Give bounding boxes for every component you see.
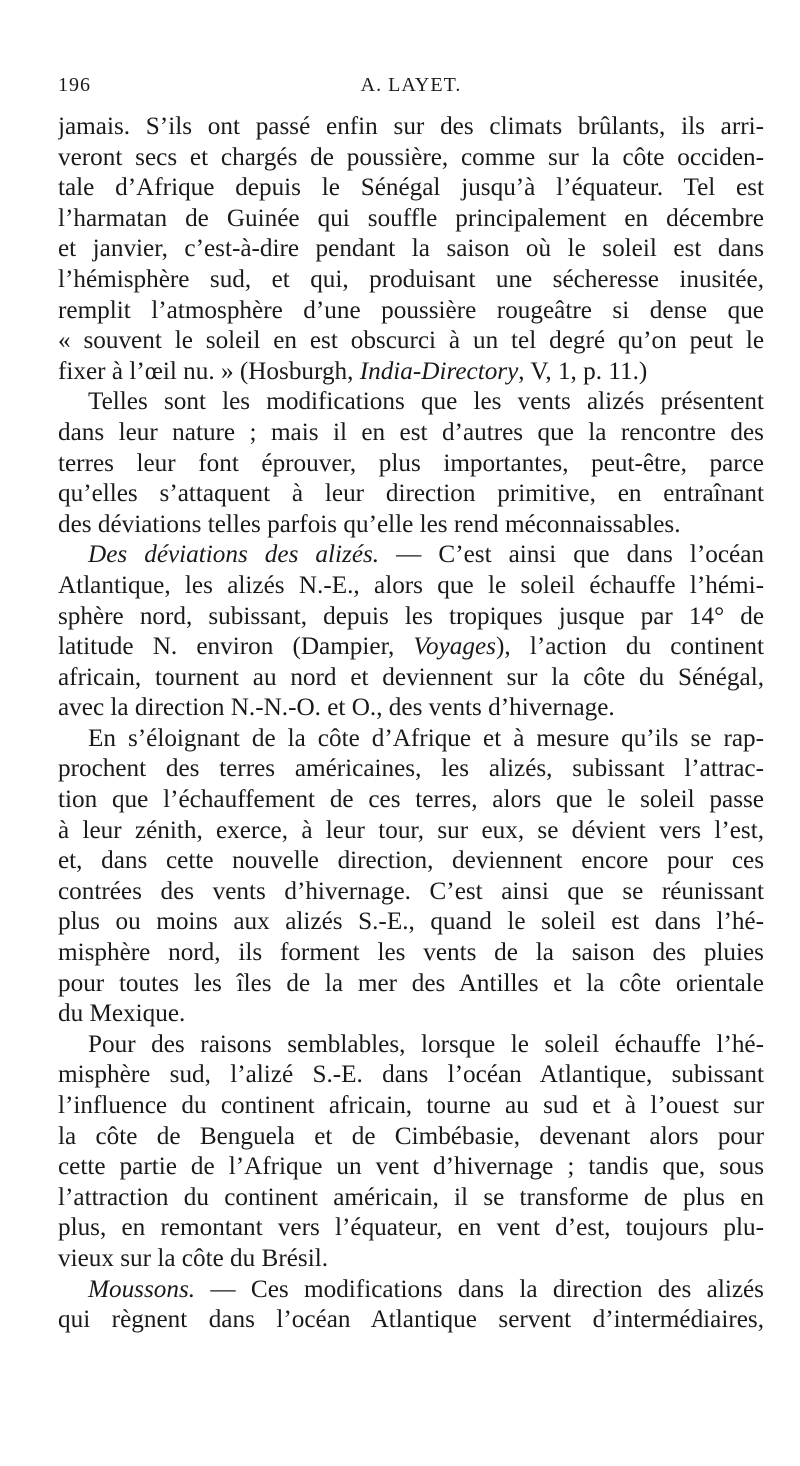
text-segment: prochent des terres américaines, les alizés, subissant l’attrac-: [58, 755, 764, 783]
text-segment: veront secs et chargés de poussière, comme sur la côte occiden-: [58, 143, 764, 171]
text-segment: terres leur font éprouver, plus importantes, peut-être, parce: [58, 449, 764, 477]
text-line: [58, 602, 764, 633]
text-line: [58, 296, 764, 327]
text-line: [58, 754, 764, 785]
text-segment: dans leur nature ; mais il en est d’autres que la rencontre des: [58, 418, 764, 446]
text-line: [58, 816, 764, 847]
page-number: 196: [58, 74, 91, 96]
text-line: [58, 1091, 764, 1122]
text-line: [58, 663, 764, 694]
text-line: [58, 449, 764, 480]
text-line: [58, 724, 764, 755]
text-line: [58, 846, 764, 877]
text-segment: « souvent le soleil en est obscurci à un tel degré qu’on peut le: [58, 327, 764, 355]
text-segment: l’attraction du continent américain, il se transforme de plus en: [58, 1183, 764, 1211]
text-segment: plus, en remontant vers l’équateur, en vent d’est, toujours plu-: [58, 1214, 764, 1242]
text-segment: à leur zénith, exerce, à leur tour, sur eux, se dévient vers l’est,: [58, 816, 764, 844]
text-line: [58, 1122, 764, 1153]
text-line: [58, 1060, 764, 1091]
text-line: [58, 143, 764, 174]
text-segment: et, dans cette nouvelle direction, deviennent encore pour ces: [58, 847, 764, 875]
text-segment: — C’est ainsi que dans l’océan: [379, 541, 764, 569]
text-segment: sphère nord, subissant, depuis les tropiques jusque par 14° de: [58, 602, 764, 630]
text-line: [58, 112, 764, 143]
text-line: [58, 1275, 764, 1306]
text-segment: l’hémisphère sud, et qui, produisant une sécheresse inusitée,: [58, 265, 764, 293]
italic-text: Moussons.: [88, 1275, 196, 1303]
text-line: [58, 877, 764, 908]
text-segment: En s’éloignant de la côte d’Afrique et à mesure qu’ils se rap-: [88, 724, 764, 752]
text-line: [58, 1183, 764, 1214]
text-segment: et janvier, c’est-à-dire pendant la saison où le soleil est dans: [58, 235, 764, 263]
italic-text: Voyages: [413, 633, 496, 661]
text-line: [58, 510, 764, 541]
text-line: [58, 173, 764, 204]
text-segment: plus ou moins aux alizés S.-E., quand le soleil est dans l’hé-: [58, 908, 764, 936]
text-segment: la côte de Benguela et de Cimbébasie, devenant alors pour: [58, 1122, 764, 1150]
text-segment: latitude N. environ (Dampier,: [58, 633, 414, 661]
text-line: [58, 204, 764, 235]
text-line: [58, 265, 764, 296]
text-segment: Telles sont les modifications que les vents alizés présentent: [88, 388, 764, 416]
text-line: [58, 1305, 764, 1336]
text-line: [58, 632, 764, 663]
italic-text: Des déviations des alizés.: [88, 541, 380, 569]
text-segment: qu’elles s’attaquent à leur direction primitive, en entraînant: [58, 480, 764, 508]
text-segment: contrées des vents d’hivernage. C’est ainsi que se réunissant: [58, 877, 764, 905]
text-line: [58, 571, 764, 602]
text-line: [58, 1030, 764, 1061]
italic-text: India-Directory: [359, 357, 519, 385]
text-segment: ), l’action du continent: [495, 633, 764, 661]
text-line: [58, 1213, 764, 1244]
text-line: [58, 387, 764, 418]
text-line: [58, 326, 764, 357]
running-title: A. LAYET.: [360, 74, 462, 96]
text-segment: qui règnent dans l’océan Atlantique servent d’intermédiaires,: [58, 1306, 764, 1334]
text-line: [58, 540, 764, 571]
text-line: [58, 357, 764, 388]
text-segment: l’harmatan de Guinée qui souffle principalement en décembre: [58, 204, 764, 232]
text-segment: cette partie de l’Afrique un vent d’hivernage ; tandis que, sous: [58, 1153, 764, 1181]
text-line: [58, 693, 764, 724]
text-segment: des déviations telles parfois qu’elle les rend méconnaissables.: [58, 510, 681, 538]
text-segment: vieux sur la côte du Brésil.: [58, 1244, 329, 1272]
text-segment: , V, 1, p. 11.): [518, 357, 648, 385]
text-segment: misphère sud, l’alizé S.-E. dans l’océan Atlantique, subissant: [58, 1061, 764, 1089]
text-line: [58, 907, 764, 938]
text-segment: jamais. S’ils ont passé enfin sur des climats brûlants, ils arri-: [58, 113, 764, 140]
text-segment: pour toutes les îles de la mer des Antilles et la côte orientale: [58, 969, 764, 997]
text-line: [58, 479, 764, 510]
text-segment: l’influence du continent africain, tourne au sud et à l’ouest sur: [58, 1092, 764, 1119]
text-line: [58, 938, 764, 969]
text-segment: Atlantique, les alizés N.-E., alors que le soleil échauffe l’hémi-: [58, 571, 764, 599]
body-text: [58, 112, 764, 1336]
text-line: [58, 999, 764, 1030]
text-line: [58, 969, 764, 1000]
text-segment: remplit l’atmosphère d’une poussière rougeâtre si dense que: [58, 296, 764, 324]
page-header: [58, 74, 764, 104]
text-segment: tale d’Afrique depuis le Sénégal jusqu’à l’équateur. Tel est: [58, 174, 764, 202]
text-segment: africain, tournent au nord et deviennent sur la côte du Sénégal,: [58, 663, 764, 691]
text-segment: tion que l’échauffement de ces terres, alors que le soleil passe: [58, 786, 764, 814]
text-line: [58, 785, 764, 816]
text-line: [58, 1152, 764, 1183]
text-segment: — Ces modifications dans la direction des alizés: [195, 1275, 764, 1303]
text-segment: avec la direction N.-N.-O. et O., des vents d’hivernage.: [58, 694, 615, 722]
text-line: [58, 234, 764, 265]
text-segment: Pour des raisons semblables, lorsque le soleil échauffe l’hé-: [88, 1030, 764, 1058]
text-segment: misphère nord, ils forment les vents de la saison des pluies: [58, 939, 764, 967]
text-line: [58, 1244, 764, 1275]
text-line: [58, 418, 764, 449]
text-segment: du Mexique.: [58, 1000, 186, 1028]
text-segment: fixer à l’œil nu. » (Hosburgh,: [58, 357, 360, 385]
